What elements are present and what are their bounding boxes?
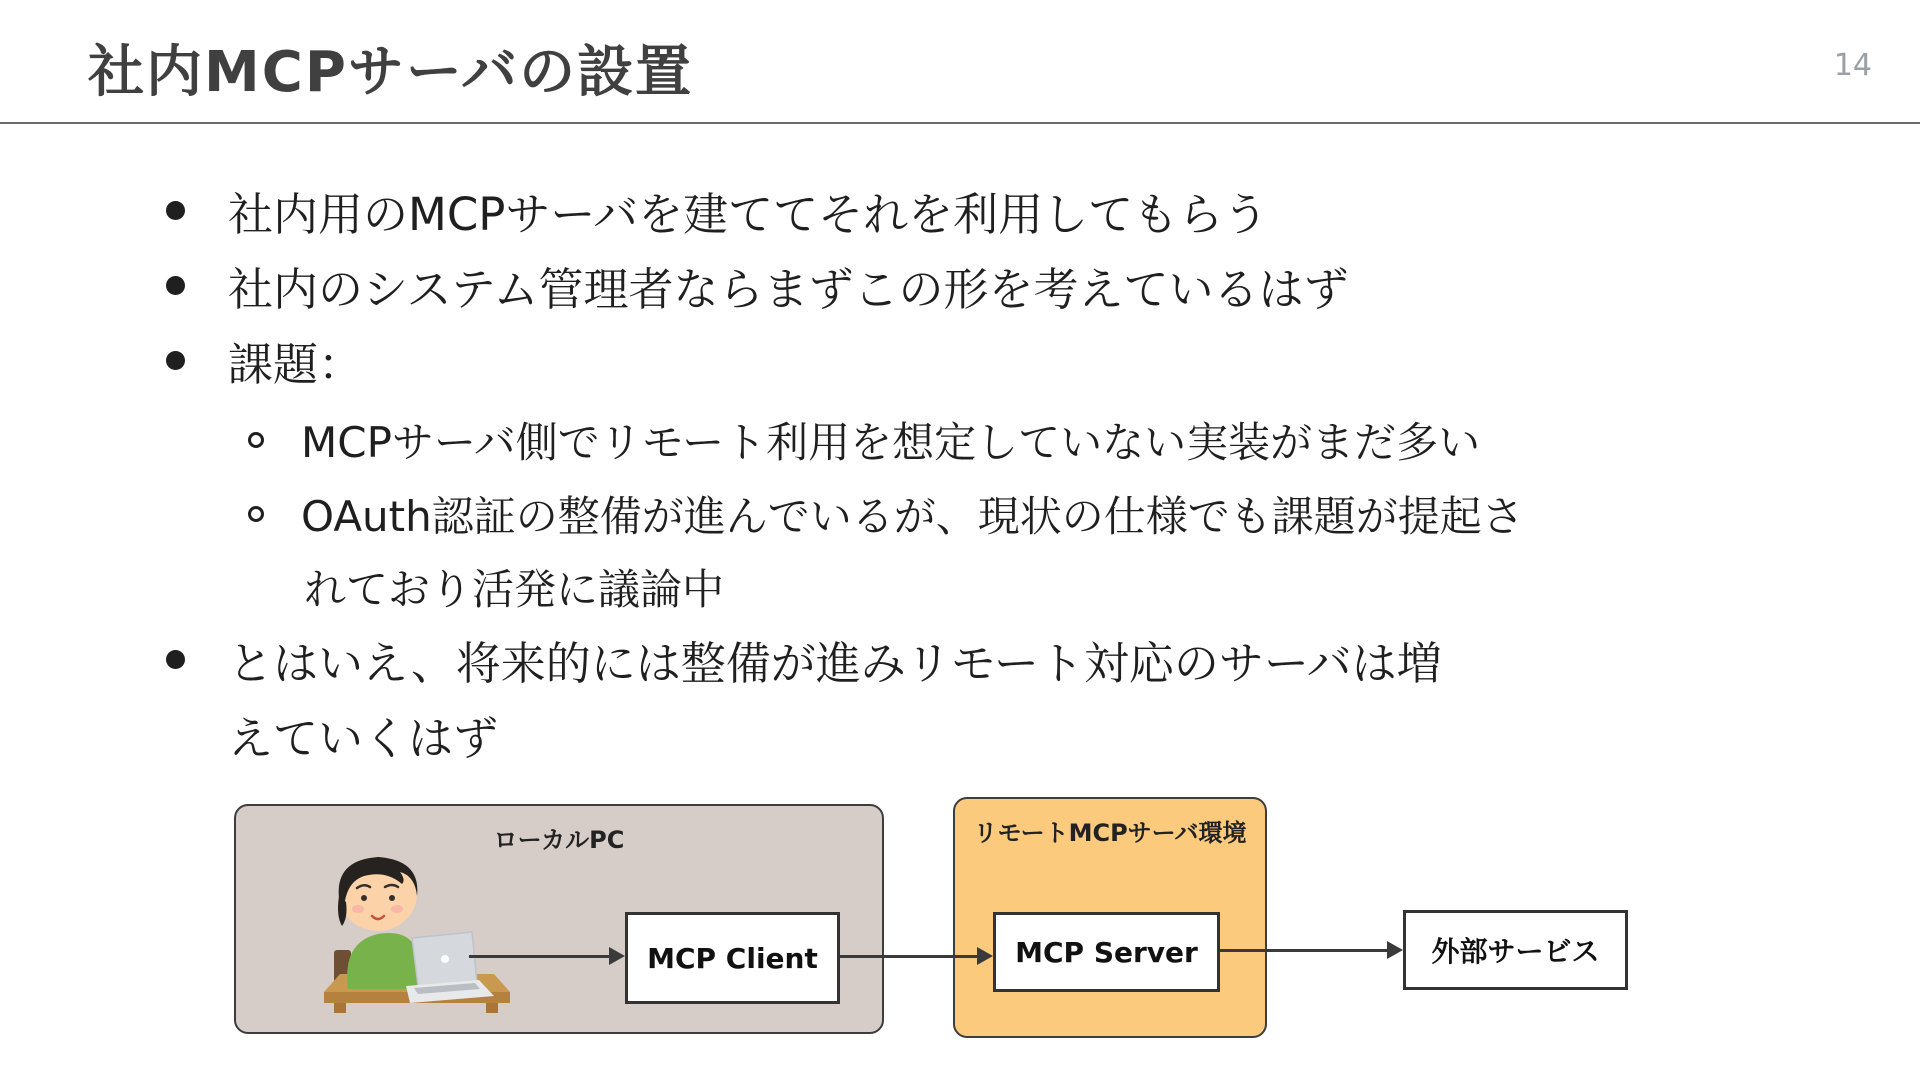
list-item-text: MCPサーバ側でリモート利用を想定していない実装がまだ多い: [301, 418, 1481, 467]
list-item-continuation: [228, 702, 498, 767]
page-number: 14: [1833, 48, 1872, 83]
list-item: [166, 253, 1349, 318]
bullet-circle-icon: [248, 506, 264, 522]
list-item-text: OAuth認証の整備が進んでいるが、現状の仕様でも課題が提起さ: [301, 492, 1524, 541]
local-pc-label: ローカルPC: [493, 826, 625, 854]
list-item-text: とはいえ、将来的には整備が進みリモート対応のサーバは増: [228, 637, 1442, 690]
arrowhead-icon: [609, 947, 625, 965]
sub-list-item: [248, 410, 1480, 470]
arrow-laptop-to-client: [469, 955, 611, 958]
page-title: 社内MCPサーバの設置: [88, 40, 694, 105]
arrowhead-icon: [1387, 941, 1403, 959]
person-at-laptop-illustration: [282, 845, 532, 1017]
list-item-text: 課題：: [228, 338, 364, 391]
list-item: [166, 178, 1268, 243]
remote-mcp-label: リモートMCPサーバ環境: [973, 819, 1247, 847]
list-item-text: 社内のシステム管理者ならまずこの形を考えているはず: [228, 263, 1349, 316]
mcp-client-node: [625, 912, 840, 1004]
list-item: [166, 627, 1442, 692]
mcp-server-label: MCP Server: [1015, 935, 1198, 969]
sub-list-item: [248, 484, 1524, 544]
mcp-server-node: [993, 912, 1220, 992]
bullet-dot-icon: [166, 276, 185, 295]
bullet-dot-icon: [166, 650, 185, 669]
arrow-server-to-external: [1220, 949, 1389, 952]
title-divider: [0, 122, 1920, 124]
external-service-label: 外部サービス: [1431, 935, 1600, 968]
list-item-text: えていくはず: [228, 712, 499, 765]
bullet-circle-icon: [248, 432, 264, 448]
mcp-client-label: MCP Client: [647, 941, 818, 975]
list-item-text: 社内用のMCPサーバを建ててそれを利用してもらう: [228, 188, 1269, 241]
sub-list-item-continuation: [304, 557, 724, 617]
arrow-client-to-server: [840, 955, 979, 958]
list-item: [166, 328, 363, 393]
external-service-node: [1403, 910, 1628, 990]
list-item-text: れており活発に議論中: [304, 565, 725, 614]
bullet-dot-icon: [166, 201, 185, 220]
bullet-dot-icon: [166, 351, 185, 370]
arrowhead-icon: [977, 947, 993, 965]
